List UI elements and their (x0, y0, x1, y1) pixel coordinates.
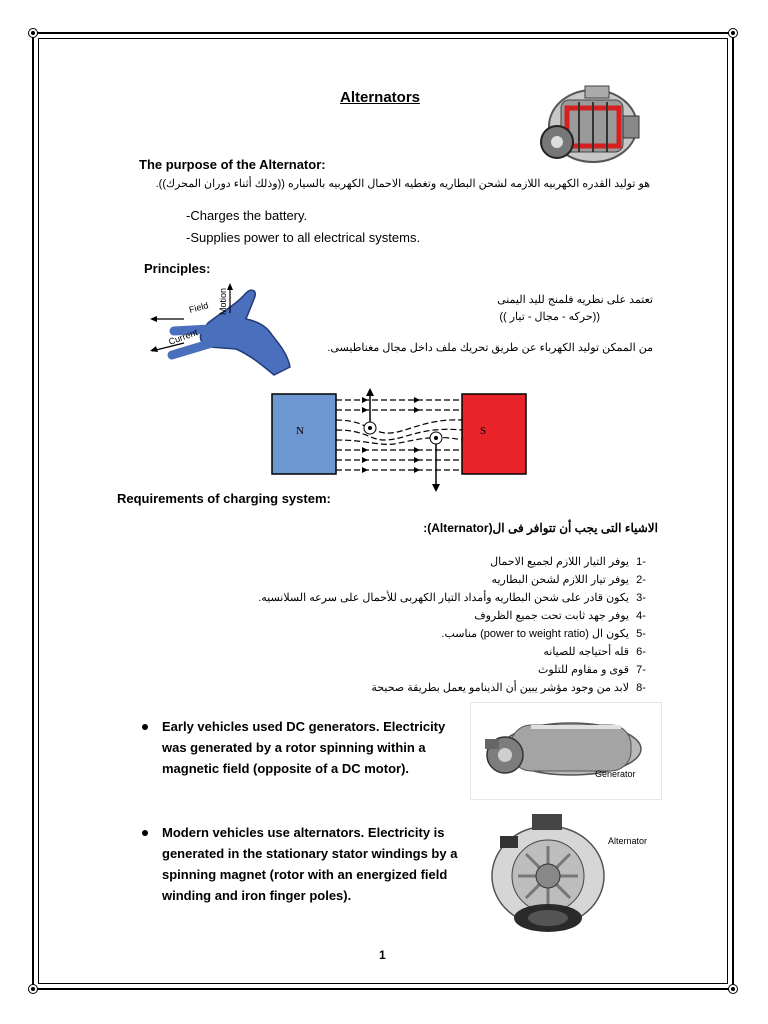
purpose-arabic-text: هو توليد القدره الكهربيه اللازمه لشحن البطاريه وتغطيه الاحمال الكهربيه بالسياره ((وذلك أثناء دوران المحرك)). (155, 178, 650, 190)
corner-ornament (728, 984, 738, 994)
corner-ornament (28, 28, 38, 38)
requirement-item: -1يوفر التيار اللازم لجميع الاحمال (490, 556, 646, 568)
bullet-generator-text: Early vehicles used DC generators. Electricity was generated by a rotor spinning within a magnetic field (opposite of a DC motor). (162, 719, 446, 776)
page-number: 1 (379, 948, 386, 962)
north-pole (272, 394, 336, 474)
corner-ornament (728, 28, 738, 38)
field-lines (336, 400, 462, 470)
bullet-dot (142, 830, 148, 836)
bullet-alternator-text: Modern vehicles use alternators. Electricity is generated in the stationary stator windings by a spinning magnet (rotor with an energized field winding and iron finger poles). (162, 825, 458, 903)
requirement-item: -2يوفر تيار اللازم لشحن البطاريه (491, 574, 646, 586)
principles-heading: Principles: (144, 261, 211, 276)
right-hand-rule-icon (150, 283, 292, 378)
principles-line-3: من الممكن توليد الكهرباء عن طريق تحريك ملف داخل مجال مغناطيسى. (327, 342, 653, 354)
requirement-item: -7قوى و مقاوم للتلوث (538, 664, 646, 676)
alternator-photo (478, 806, 664, 944)
alternator-cutaway-image (527, 80, 645, 172)
principles-line-2: ((حركه - مجال - تيار )) (499, 311, 600, 323)
purpose-point-1: -Charges the battery. (186, 208, 308, 223)
purpose-point-2: -Supplies power to all electrical systems. (186, 230, 421, 245)
generator-photo-label: Generator (595, 769, 636, 779)
generator-photo (470, 702, 662, 800)
south-label: S (480, 425, 487, 437)
magnetic-field-diagram (270, 388, 530, 492)
page-title: Alternators (340, 89, 421, 106)
requirement-item: -4يوفر جهد ثابت تحت جميع الظروف (474, 610, 646, 622)
bullet-dot (142, 724, 148, 730)
hand-label-current: Current (167, 327, 199, 347)
purpose-heading: The purpose of the Alternator: (139, 157, 326, 172)
alternator-photo-label: Alternator (608, 836, 648, 846)
requirement-item: -6قله أحتياجه للصيانه (543, 646, 646, 658)
requirement-item: -8لابد من وجود مؤشر يبين أن الدينامو يعمل بطريقة صحيحة (371, 682, 646, 694)
north-label: N (296, 425, 304, 437)
hand-label-motion: Motion (218, 287, 228, 315)
requirements-subheading: الاشياء التى يجب أن تتوافر فى ال(Alternator): (423, 521, 658, 535)
south-pole (462, 394, 526, 474)
principles-line-1: تعتمد على نظريه فلمنج لليد اليمنى (497, 294, 653, 306)
hand-label-field: Field (187, 300, 210, 315)
requirement-item: -5يكون ال (power to weight ratio) مناسب. (441, 628, 646, 640)
corner-ornament (28, 984, 38, 994)
requirement-item: -3يكون قادر على شحن البطاريه وأمداد التيار الكهربى للأحمال على سرعه السلانسيه. (258, 592, 646, 604)
requirements-heading: Requirements of charging system: (117, 491, 331, 506)
